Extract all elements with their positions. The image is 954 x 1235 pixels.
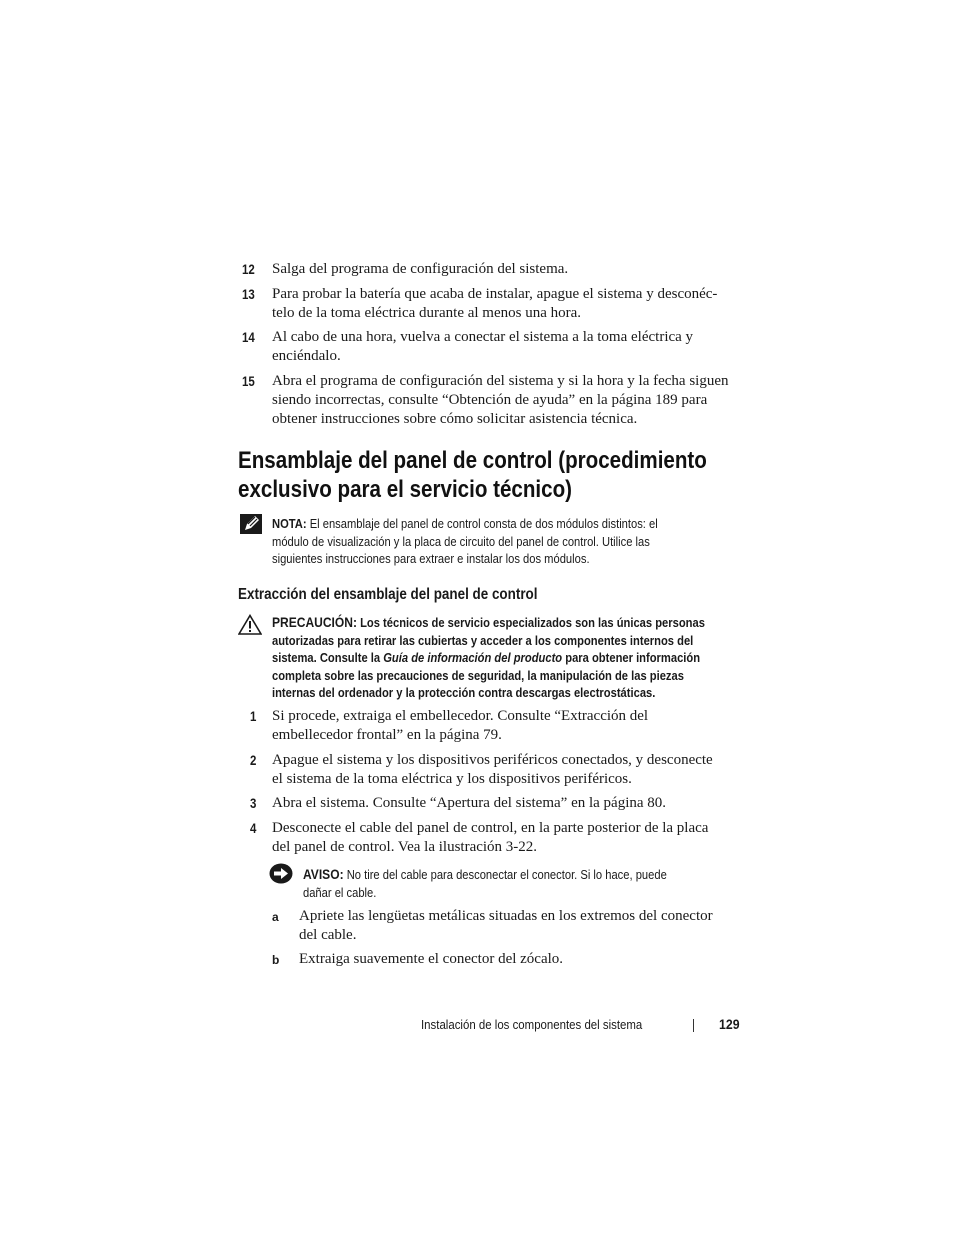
step-text: Salga del programa de configuración del sistema. [272, 261, 569, 277]
notice-arrow-icon [269, 863, 293, 884]
section-heading: Ensamblaje del panel de control (procedimiento exclusivo para el servicio técnico) [238, 447, 707, 503]
caution-triangle-icon [238, 614, 262, 635]
substep-text: Extraiga suavemente el conector del zócalo. [299, 951, 564, 967]
note-block: NOTA: El ensamblaje del panel de control consta de dos módulos distintos: el módulo de visualización y la placa de circuito del panel de control. Utilice las siguientes instrucciones para extraer e instalar los dos módulos. [272, 516, 658, 566]
notice-block: AVISO: No tire del cable para desconectar el conector. Si lo hace, puede dañar el cable. [303, 866, 667, 900]
step-number: 2 [250, 753, 257, 768]
step-text: Para probar la batería que acaba de instalar, apague el sistema y desconéc- telo de la toma eléctrica durante al menos una hora. [272, 286, 718, 321]
step-number: 1 [250, 709, 257, 724]
caution-block: PRECAUCIÓN: Los técnicos de servicio especializados son las únicas personas autorizadas para retirar las cubiertas y acceder a los componentes internos del sistema. Consulte la Guía de información del producto para obtener información completa sobre las precauciones de seguridad, la manipulación de las piezas internas del ordenador y la protección contra descargas electrostáticas. [272, 614, 705, 700]
footer-section-title: Instalación de los componentes del sistema [421, 1017, 643, 1032]
substep-text: Apriete las lengüetas metálicas situadas en los extremos del conector del cable. [299, 908, 713, 943]
caution-label: PRECAUCIÓN: [272, 614, 357, 630]
footer-divider [693, 1019, 694, 1032]
step-text: Abra el sistema. Consulte “Apertura del sistema” en la página 80. [272, 795, 667, 811]
step-text: Apague el sistema y los dispositivos periféricos conectados, y desconecte el sistema de la toma eléctrica y los dispositivos periféricos. [272, 752, 713, 787]
page-number: 129 [719, 1016, 740, 1032]
step-number: 13 [242, 287, 255, 302]
step-text: Al cabo de una hora, vuelva a conectar el sistema a la toma eléctrica y enciéndalo. [272, 329, 694, 364]
step-number: 15 [242, 374, 255, 389]
subsection-heading: Extracción del ensamblaje del panel de control [238, 586, 538, 603]
step-number: 12 [242, 262, 255, 277]
step-text: Abra el programa de configuración del sistema y si la hora y la fecha siguen siendo incorrectas, consulte “Obtención de ayuda” en la página 189 para obtener instrucciones sobre cómo solicitar asistencia técnica. [272, 373, 729, 427]
step-text: Si procede, extraiga el embellecedor. Consulte “Extracción del embellecedor frontal” en la página 79. [272, 708, 649, 743]
step-text: Desconecte el cable del panel de control, en la parte posterior de la placa del panel de control. Vea la ilustración 3-22. [272, 820, 709, 855]
substep-letter: b [272, 953, 280, 967]
note-pencil-icon [240, 514, 262, 534]
step-number: 14 [242, 330, 255, 345]
note-label: NOTA: [272, 516, 307, 531]
substep-letter: a [272, 910, 279, 924]
notice-label: AVISO: [303, 866, 344, 882]
step-number: 3 [250, 796, 257, 811]
step-number: 4 [250, 821, 257, 836]
product-guide-title: Guía de información del producto [383, 650, 563, 665]
